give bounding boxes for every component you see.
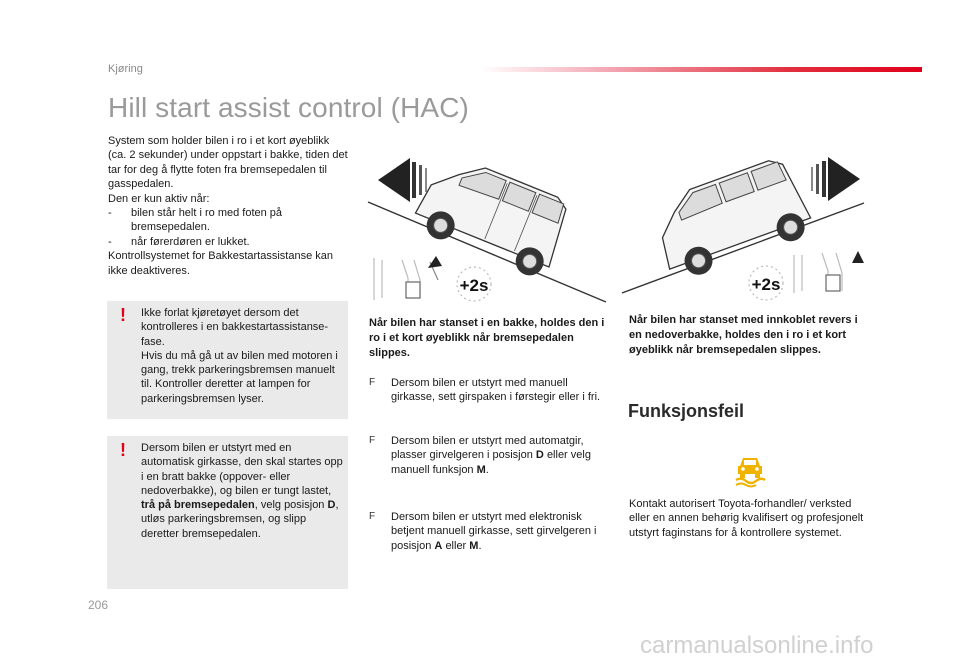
section-label: Kjøring [108, 63, 143, 75]
page-number: 206 [88, 598, 109, 612]
bullet-marker: F [369, 377, 376, 388]
list-item-text: Dersom bilen er utstyrt med manuell girkasse, sett girspaken i førstegir eller i fri. [391, 377, 601, 404]
list-item [369, 434, 609, 477]
text-emphasis: M [469, 539, 479, 552]
intro-condition-lead: Den er kun aktiv når: [108, 192, 210, 205]
timer-label: +2s [751, 275, 781, 294]
warning-text-part: , velg posisjon [254, 499, 325, 512]
warning-icon: ! [120, 440, 126, 460]
malfunction-heading: Funksjonsfeil [628, 401, 745, 421]
warning-emphasis: D [327, 499, 336, 512]
list-item-text [391, 510, 609, 553]
pedals-icon [794, 251, 864, 293]
dash-marker: - [108, 207, 112, 220]
text-part: eller [445, 539, 467, 552]
malfunction-text: Kontakt autorisert Toyota-forhandler/ verksted eller en annen behørig kvalifisert og profesjonelt utstyrt faginstans for å kontrollere systemet. [629, 498, 864, 539]
text-emphasis: D [535, 449, 544, 462]
text-part: eller velg manuell funksjon [391, 449, 591, 476]
warning-line: Ikke forlat kjøretøyet dersom det kontrolleres i en bakkestartassistanse-fase. [141, 307, 329, 348]
text-part: Dersom bilen er utstyrt med elektronisk betjent manuell girkasse, sett girvelgeren i posisjon [391, 511, 597, 552]
intro-text [108, 134, 348, 278]
van-icon [646, 154, 816, 284]
text-emphasis: M [476, 463, 486, 476]
warning-icon: ! [120, 305, 126, 325]
text-part: . [485, 463, 489, 476]
timer-icon [749, 266, 783, 300]
bullet-marker: F [369, 435, 376, 446]
warning-text [141, 441, 345, 541]
text-part: . [478, 539, 482, 552]
header-accent-bar [480, 67, 922, 72]
condition-text: når førerdøren er lukket. [131, 235, 250, 248]
warning-text-part: , utløs parkeringsbremsen, og slipp deretter bremsepedalen. [141, 499, 339, 540]
page-title: Hill start assist control (HAC) [108, 92, 469, 123]
warning-text [141, 306, 345, 406]
pedals-icon [374, 256, 442, 300]
watermark: carmanualsonline.info [640, 632, 874, 659]
uphill-arrow-icon [378, 158, 427, 202]
text-part: Dersom bilen er utstyrt med automatgir, plasser girvelgeren i posisjon [391, 435, 584, 462]
intro-note: Kontrollsystemet for Bakkestartassistanse kan ikke deaktiveres. [108, 250, 333, 277]
condition-item [108, 235, 348, 249]
list-item-text [391, 434, 609, 477]
warning-box [107, 301, 348, 419]
timer-icon [457, 267, 491, 301]
timer-label: +2s [459, 276, 489, 295]
warning-line: Hvis du må gå ut av bilen med motoren i gang, trekk parkeringsbremsen manuelt til. Kontroller deretter at lampen for parkeringsbremsen lyser. [141, 349, 338, 405]
downhill-illustration [618, 143, 868, 303]
dash-marker: - [108, 235, 112, 248]
uphill-illustration [366, 150, 610, 305]
warning-lamp-icon [732, 452, 768, 488]
downhill-arrow-icon [811, 157, 860, 201]
condition-text: bilen står helt i ro med foten på bremsepedalen. [131, 207, 283, 234]
warning-emphasis: trå på bremsepedalen [141, 499, 255, 512]
bullet-marker: F [369, 511, 376, 522]
list-item [369, 376, 609, 405]
warning-box [107, 436, 348, 589]
intro-paragraph: System som holder bilen i ro i et kort øyeblikk (ca. 2 sekunder) under oppstart i bakke, tiden det tar for deg å flytte foten fra bremsepedalen til gasspedalen. [108, 135, 348, 191]
warning-text-part: Dersom bilen er utstyrt med en automatisk girkasse, den skal startes opp i en bratt bakke (oppover- eller nedoverbakke), og bilen er tungt lastet, [141, 442, 343, 497]
figure-caption-downhill: Når bilen har stanset med innkoblet revers i en nedoverbakke, holdes den i ro i et kort øyeblikk når bremsepedalen slippes. [629, 314, 858, 356]
condition-item [108, 206, 348, 235]
list-item [369, 510, 609, 553]
text-emphasis: A [434, 539, 443, 552]
figure-caption-uphill: Når bilen har stanset i en bakke, holdes den i ro i et kort øyeblikk når bremsepedalen slippes. [369, 317, 605, 359]
